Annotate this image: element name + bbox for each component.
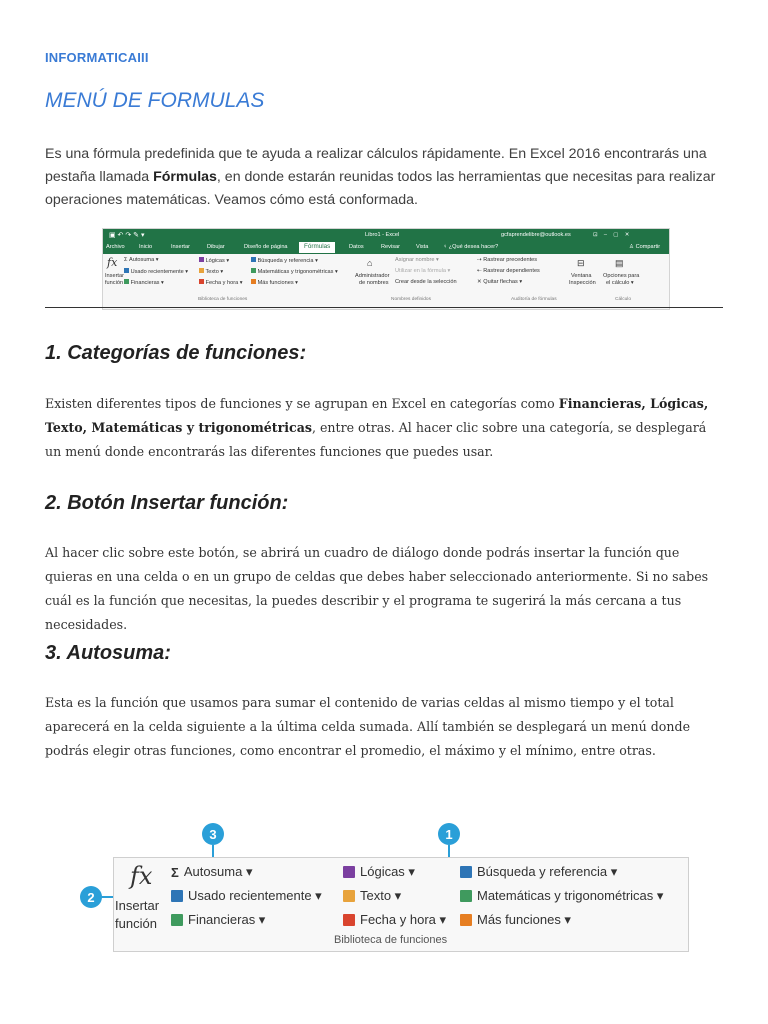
texto-item[interactable]: Texto ▾ bbox=[199, 268, 223, 275]
insert-fn-label2[interactable]: función bbox=[105, 280, 124, 286]
ribbon-tabs bbox=[103, 241, 669, 254]
star-icon bbox=[171, 890, 183, 902]
excel-ribbon-screenshot bbox=[102, 228, 670, 310]
clock-icon bbox=[343, 914, 355, 926]
tab-dibujar[interactable]: Dibujar bbox=[207, 244, 225, 250]
insert-fn-label[interactable]: Insertar bbox=[105, 273, 124, 279]
group-calculo: Cálculo bbox=[615, 297, 631, 302]
usado-recientemente-button[interactable]: Usado recientemente ▾ bbox=[171, 888, 322, 904]
calc-options-icon: ▤ bbox=[615, 258, 624, 268]
section-body: Esta es la función que usamos para sumar el contenido de varias celdas al mismo tiempo y el total aparecerá en la celda siguiente a la última celda sumada. Allí también se desplegará un menú donde podrás elegir otras funciones, como encontrar el promedio, el máximo y el mínimo, entre otras. bbox=[45, 695, 691, 758]
group-label: Biblioteca de funciones bbox=[334, 934, 448, 946]
math-icon bbox=[460, 890, 472, 902]
opciones-calc-label2[interactable]: el cálculo ▾ bbox=[606, 280, 634, 286]
tell-me[interactable]: ♀ ¿Qué desea hacer? bbox=[443, 244, 499, 250]
fx-icon: fx bbox=[107, 256, 118, 269]
group-biblioteca: Biblioteca de funciones bbox=[198, 297, 248, 302]
watch-window-icon: ⊟ bbox=[577, 258, 585, 268]
window-title: Libro1 - Excel bbox=[365, 232, 400, 238]
insert-function-label[interactable]: función bbox=[115, 916, 157, 931]
finance-icon bbox=[171, 914, 183, 926]
page-title: MENÚ DE FORMULAS bbox=[45, 89, 265, 112]
financieras-button[interactable]: Financieras ▾ bbox=[171, 912, 265, 928]
busqueda-referencia-button[interactable]: Búsqueda y referencia ▾ bbox=[460, 864, 617, 880]
logicas-item[interactable]: Lógicas ▾ bbox=[199, 257, 229, 264]
callout-1: 1 bbox=[438, 823, 460, 845]
fecha-item[interactable]: Fecha y hora ▾ bbox=[199, 279, 243, 286]
tab-formulas[interactable]: Fórmulas bbox=[299, 242, 335, 253]
busqueda-item[interactable]: Búsqueda y referencia ▾ bbox=[251, 257, 318, 264]
crear-seleccion-item[interactable]: Crear desde la selección bbox=[395, 279, 457, 285]
site-brand: INFORMATICAIII bbox=[45, 50, 149, 65]
quitar-flechas-item[interactable]: ✕ Quitar flechas ▾ bbox=[477, 279, 523, 285]
admin-nombres-label[interactable]: Administrador bbox=[355, 273, 390, 279]
lookup-icon bbox=[460, 866, 472, 878]
mas-funciones-item[interactable]: Más funciones ▾ bbox=[251, 279, 298, 286]
rastrear-prec-item[interactable]: ⇢ Rastrear precedentes bbox=[477, 257, 538, 263]
matematicas-item[interactable]: Matemáticas y trigonométricas ▾ bbox=[251, 268, 338, 275]
ventana-label[interactable]: Ventana bbox=[571, 273, 592, 279]
ribbon-titlebar bbox=[103, 229, 669, 241]
user-email: gcfaprendelibre@outlook.es bbox=[501, 232, 571, 238]
section-heading: 1. Categorías de funciones: bbox=[45, 342, 307, 364]
matematicas-button[interactable]: Matemáticas y trigonométricas ▾ bbox=[460, 888, 663, 904]
section-body: Al hacer clic sobre este botón, se abrirá un cuadro de diálogo donde podrás insertar la función que quieras en una celda o en un grupo de celdas que debes haber seleccionado anteriormente. Si no sabes cuál es la función que necesitas, la puedes describir y el programa te sugerirá la más cercana a tus necesidades. bbox=[45, 545, 709, 632]
logic-icon bbox=[343, 866, 355, 878]
section-divider bbox=[45, 307, 723, 308]
autosuma-button[interactable]: Σ Autosuma ▾ bbox=[171, 864, 253, 880]
sigma-icon: Σ bbox=[171, 864, 179, 880]
rastrear-dep-item[interactable]: ⇠ Rastrear dependientes bbox=[477, 268, 540, 274]
usado-item[interactable]: Usado recientemente ▾ bbox=[124, 268, 188, 275]
section-heading: 2. Botón Insertar función: bbox=[45, 492, 289, 514]
mas-funciones-button[interactable]: Más funciones ▾ bbox=[460, 912, 571, 928]
admin-nombres-label2[interactable]: de nombres bbox=[359, 280, 389, 286]
tab-revisar[interactable]: Revisar bbox=[381, 244, 400, 250]
quick-access-icons: ▣ ↶ ↷ ✎ ▾ bbox=[109, 232, 145, 239]
intro-paragraph: Es una fórmula predefinida que te ayuda a realizar cálculos rápidamente. En Excel 2016 encontrarás una pestaña llamada Fórmulas, en donde estarán reunidas todos las herramientas que necesitas para realizar operaciones matemáticas. Veamos cómo está conformada. bbox=[45, 146, 716, 208]
tab-vista[interactable]: Vista bbox=[416, 244, 429, 250]
window-controls: ⊡ – ▢ ✕ bbox=[593, 232, 630, 238]
ribbon-function-library bbox=[113, 857, 689, 952]
autosuma-item[interactable]: Σ Autosuma ▾ bbox=[124, 257, 159, 263]
texto-button[interactable]: Texto ▾ bbox=[343, 888, 401, 904]
utilizar-item[interactable]: Utilizar en la fórmula ▾ bbox=[395, 268, 451, 274]
asignar-nombre-item[interactable]: Asignar nombre ▾ bbox=[395, 257, 439, 263]
tab-datos[interactable]: Datos bbox=[349, 244, 364, 250]
text-icon bbox=[343, 890, 355, 902]
fecha-hora-button[interactable]: Fecha y hora ▾ bbox=[343, 912, 446, 928]
opciones-calc-label[interactable]: Opciones para bbox=[603, 273, 640, 279]
share-button[interactable]: ♙ Compartir bbox=[629, 244, 661, 250]
group-auditoria: Auditoría de fórmulas bbox=[511, 297, 557, 302]
section-heading: 3. Autosuma: bbox=[45, 642, 171, 664]
inspeccion-label[interactable]: Inspección bbox=[569, 280, 596, 286]
financieras-item[interactable]: Financieras ▾ bbox=[124, 279, 164, 286]
tab-diseno[interactable]: Diseño de página bbox=[244, 244, 288, 250]
section-body: Existen diferentes tipos de funciones y se agrupan en Excel en categorías como Financieras, Lógicas, Texto, Matemáticas y trigonométricas, entre otras. Al hacer clic sobre una categoría, se desplegará un menú donde encontrarás las diferentes funciones que puedes usar. bbox=[45, 396, 709, 459]
tab-inicio[interactable]: Inicio bbox=[139, 244, 153, 250]
insert-function-button[interactable]: Insertar bbox=[115, 898, 160, 913]
ribbon-body bbox=[103, 254, 669, 309]
logicas-button[interactable]: Lógicas ▾ bbox=[343, 864, 415, 880]
tab-archivo[interactable]: Archivo bbox=[106, 244, 125, 250]
callout-2: 2 bbox=[80, 886, 102, 908]
fx-icon: fx bbox=[130, 862, 153, 890]
callout-3: 3 bbox=[202, 823, 224, 845]
more-functions-icon bbox=[460, 914, 472, 926]
name-manager-icon: ⌂ bbox=[367, 258, 373, 268]
group-nombres: Nombres definidos bbox=[391, 297, 431, 302]
tab-insertar[interactable]: Insertar bbox=[171, 244, 190, 250]
